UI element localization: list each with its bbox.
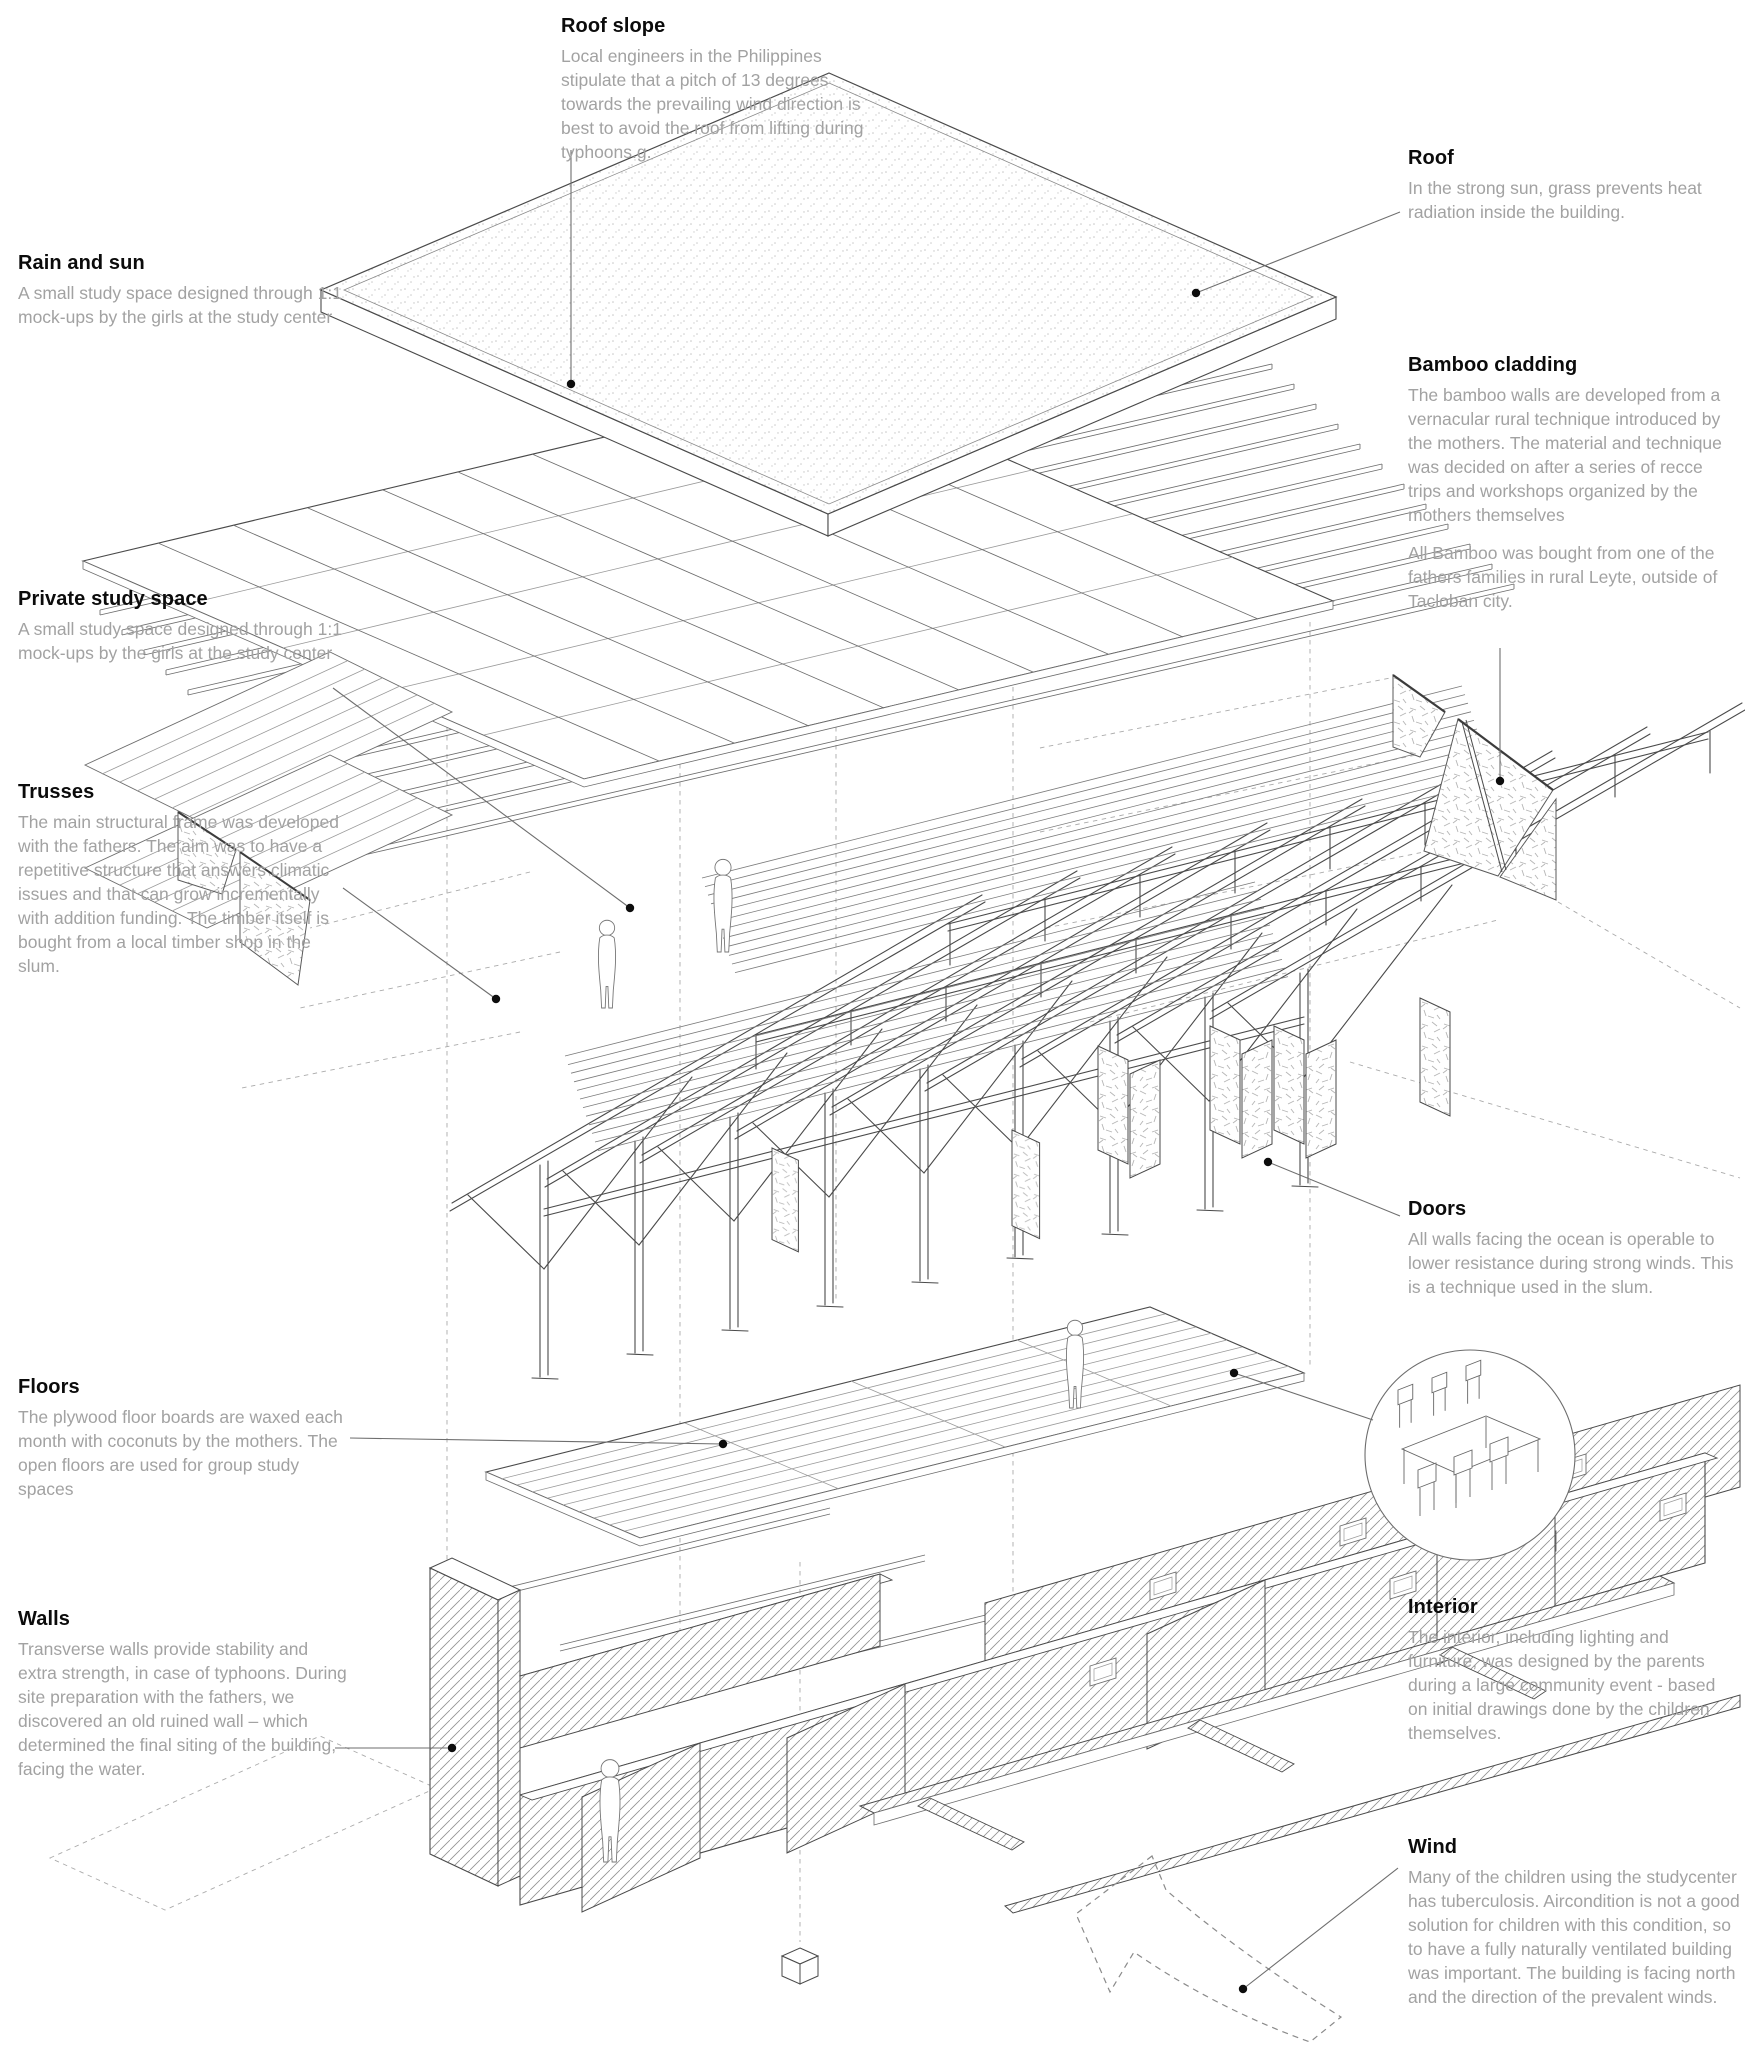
label-walls xyxy=(18,1606,348,1781)
label-bamboo-cladding-body2: All Bamboo was bought from one of the fathers families in rural Leyte, outside of Tacloban city. xyxy=(1408,543,1718,611)
floor-layer xyxy=(486,1307,1304,1546)
label-floors-title: Floors xyxy=(18,1376,80,1398)
label-interior-title: Interior xyxy=(1408,1596,1478,1618)
label-roof-title: Roof xyxy=(1408,147,1454,169)
label-roof-slope-body: Local engineers in the Philippines stipulate that a pitch of 13 degrees towards the prevailing wind direction is best to avoid the roof from lifting during typhoons.g. xyxy=(561,46,864,162)
bamboo-panels-right xyxy=(1393,675,1556,900)
label-floors xyxy=(18,1374,348,1501)
label-private-study-space-body: A small study space designed through 1:1 mock-ups by the girls at the study center xyxy=(18,619,342,663)
label-walls-body: Transverse walls provide stability and extra strength, in case of typhoons. During site preparation with the fathers, we discovered an old ruined wall – which determined the final siting of the building, facing the water. xyxy=(18,1639,347,1779)
interior-callout-circle xyxy=(1365,1350,1575,1560)
label-roof xyxy=(1408,145,1733,224)
label-interior xyxy=(1408,1594,1736,1745)
label-trusses-title: Trusses xyxy=(18,781,95,803)
label-trusses-body: The main structural frame was developed with the fathers. The aim was to have a repetitive structure that answers climatic issues and that can grow incrementally with addition funding. The timber itself is bought from a local timber shop in the slum. xyxy=(18,812,339,976)
wind-arrow xyxy=(1076,1856,1341,2042)
label-roof-slope xyxy=(561,13,891,164)
label-rain-and-sun xyxy=(18,250,348,329)
label-bamboo-cladding-body: The bamboo walls are developed from a vernacular rural technique introduced by the mothers. The material and technique was decided on after a series of recce trips and workshops organized by the mothers themselves xyxy=(1408,385,1722,525)
label-wind xyxy=(1408,1834,1740,2009)
label-private-study-space-title: Private study space xyxy=(18,588,208,610)
label-doors xyxy=(1408,1196,1736,1299)
label-bamboo-cladding xyxy=(1408,352,1736,613)
label-roof-body: In the strong sun, grass prevents heat radiation inside the building. xyxy=(1408,178,1702,222)
label-walls-title: Walls xyxy=(18,1608,70,1630)
label-trusses xyxy=(18,779,348,978)
label-roof-slope-title: Roof slope xyxy=(561,15,666,37)
label-doors-title: Doors xyxy=(1408,1198,1467,1220)
human-figures-trusses xyxy=(598,859,732,1008)
label-wind-body: Many of the children using the studycenter has tuberculosis. Aircondition is not a good solution for children with this condition, so to have a fully naturally ventilated building was important. The building is facing north and the direction of the prevalent winds. xyxy=(1408,1867,1740,2007)
label-private-study-space xyxy=(18,586,348,665)
doors-layer xyxy=(772,998,1450,1252)
column-footing-cube xyxy=(782,1948,818,1984)
label-rain-and-sun-body: A small study space designed through 1:1 mock-ups by the girls at the study center xyxy=(18,283,342,327)
label-bamboo-cladding-title: Bamboo cladding xyxy=(1408,354,1578,376)
label-floors-body: The plywood floor boards are waxed each month with coconuts by the mothers. The open floors are used for group study spaces xyxy=(18,1407,343,1499)
label-wind-title: Wind xyxy=(1408,1836,1458,1858)
label-doors-body: All walls facing the ocean is operable to lower resistance during strong winds. This is a technique used in the slum. xyxy=(1408,1229,1734,1297)
label-rain-and-sun-title: Rain and sun xyxy=(18,252,145,274)
label-interior-body: The interior, including lighting and furniture, was designed by the parents during a large community event - based on initial drawings done by the children themselves. xyxy=(1408,1627,1716,1743)
